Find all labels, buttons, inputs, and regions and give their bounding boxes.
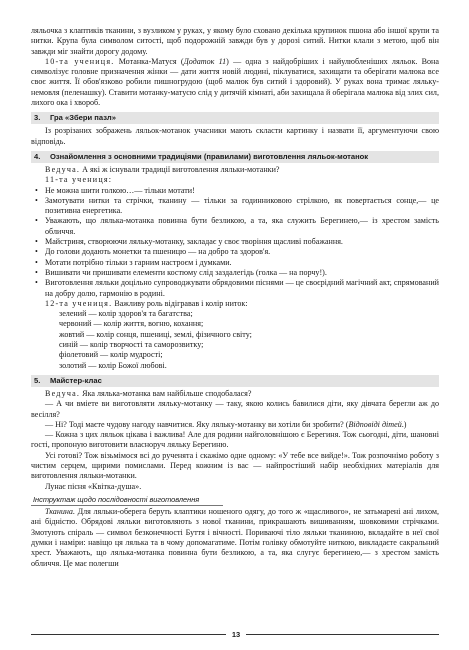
paragraph-dialogue-2: — Ні? Тоді маєте чудову нагоду навчитися. Яку ляльку-мотанку ви хотіли би зробити? (Відповіді дітей.) [45,419,407,429]
paragraph-dialogue-1: — А чи вміете ви виготовляти ляльку-мотанку — таку, якою колись бавилися діти, яку дівчата берегли аж до весілля? [31,399,439,419]
list-item: фіолетовий — колір мудрості; [59,350,163,360]
list-item: • Вишивати чи пришивати елементи костюму слід заздалегідь (голка — на порчу!). [31,268,439,278]
section-heading-4: 4. Ознайомлення з основними традиціями (правилами) виготовлення ляльок-мотанок [31,151,439,163]
paragraph-song: Лунає пісня «Квітка-душа». [45,481,142,491]
list-item: золотий — колір Божої любові. [59,360,167,370]
speaker-label: 10-та учениця. [45,56,115,66]
list-item: • Не можна шити голкою…— тільки мотати! [31,186,439,196]
paragraph-student-12: 12-та учениця. Важливу роль відігравав і колір ниток: [45,298,248,308]
list-item: зелений — колір здоров'я та багатства; [59,309,193,319]
paragraph-fabric: Тканина. Для ляльки-оберега беруть клаптики ношеного одягу, до того ж «щасливого», не затьмарені ані лихом, ані бідністю. Обрядові ляльки виготовляють з нової тканини, прикрашають вишиванням, шовковими стрічками. Змотують спіраль — символ безконечності Буття і вічності. Пориваючі тіло ляльки тканиною, вкладайте в неї свої думки і наміри: навіщо ця лялька та в чому допомагатиме. Потім голівку обмотуйте ниткою, викладаєте сакральний хрест. Уважають, що лялька-мотанка повинна бути безликою, а та, яка слугує берегинею,— з хрестом замість обличчя. Це має полегши [31,507,439,568]
page-number: 13 [226,630,246,640]
paragraph-puzzle-game: Із розрізаних зображень ляльок-мотанок учасники мають скласти картинку і назвати її, аргументуючи свою відповідь. [31,126,439,146]
paragraph-dialogue-4: Усі готові? Тож візьмімося всі до рученята і скажімо одне одному: «У тебе все вийде!». Тож розпочнімо роботу з чистим серцем, щирими помислами. Перед кожним із вас — найпростіший набір необхідних матеріалів для виготовлення ляльки-мотанки. [31,450,439,481]
page-footer-rule [31,630,439,639]
paragraph-host-question: Ведуча. А які ж існували традиції виготовлення ляльки-мотанки? [45,164,280,174]
paragraph-mother-doll: 10-та учениця. Мотанка-Матуся (Додаток 11) — одна з найдобріших і найулюбленіших ляльок. Вона символізує головне призначення жінки — дати життя новій людині, піклуватися, захищати та оберігати малюка все своє життя. Її обов'язково робили пишногрудою (щоб малюк був ситий і здоровий). У руках вона тримає ляльку-немовля (пеленашку). Ставити мотанку-матусю слід у дитячій кімнаті, аби захищала й оберігала малюка від злих сил, лихого ока і хвороб. [31,56,439,108]
speaker-label: Ведуча. [45,388,81,398]
page-content [31,26,439,569]
thread-colors-list [59,309,439,371]
appendix-reference: Додаток 11 [183,56,227,66]
section-heading-5: 5. Майстер-клас [31,375,439,387]
list-item: червоний — колір життя, вогню, кохання; [59,319,204,329]
traditions-list [31,186,439,299]
paragraph-dialogue-3: — Кожна з цих ляльок цікава і важлива! Але для родини найголовнішою є Берегиня. Тож сьогодні, діти, шановні гості, пропоную виготовити власноруч ляльку Берегиню. [31,430,439,450]
instruction-subheading: Інструктаж щодо послідовності виготовлення [31,495,223,506]
speaker-label: 11-та учениця: [45,175,113,185]
speaker-label: Ведуча. [45,164,81,174]
list-item: жовтий — колір сонця, пшениці, землі, фізичного світу; [59,329,252,339]
list-item: • Уважають, що лялька-мотанка повинна бути безликою, а та, яка служить Берегинею,— із хрестом замість обличчя. [31,216,439,237]
paragraph-host-favorite: Ведуча. Яка лялька-мотанка вам найбільше сподобалася? [45,388,252,398]
list-item: синій — колір творчості та саморозвитку; [59,340,204,350]
section-heading-3: 3. Гра «Збери пазл» [31,112,439,124]
paragraph-traveler-doll: ляльочка з клаптиків тканини, з вузликом у руках, у якому було сховано декілька крупинок пшона або іншої крупи та нитки. Крупа була символом ситості, щоб подорожній завжди був у дорозі ситий. Нитки клали з метою, щоб він завжди міг знайти дорогу додому. [31,26,439,56]
list-item: • Мотати потрібно тільки з гарним настроєм і думками. [31,258,439,268]
paragraph-student-11 [31,175,439,185]
list-item: • Виготовлення ляльки доцільно супроводжувати обрядовими піснями — це своєрідний магічний акт, спрямований на добру долю, гармонію в родині. [31,278,439,299]
list-item: • Замотувати нитки та стрічки, тканину — тільки за годинниковою стрілкою, як повертається сонце,— це позитивна енергетика. [31,196,439,217]
list-item: • Майстриня, створюючи ляльку-мотанку, закладає у своє творіння щасливі побажання. [31,237,439,247]
speaker-label: 12-та учениця. [45,298,113,308]
list-item: • До голови додають монетки та пшеницю — на добро та здоров'я. [31,247,439,257]
